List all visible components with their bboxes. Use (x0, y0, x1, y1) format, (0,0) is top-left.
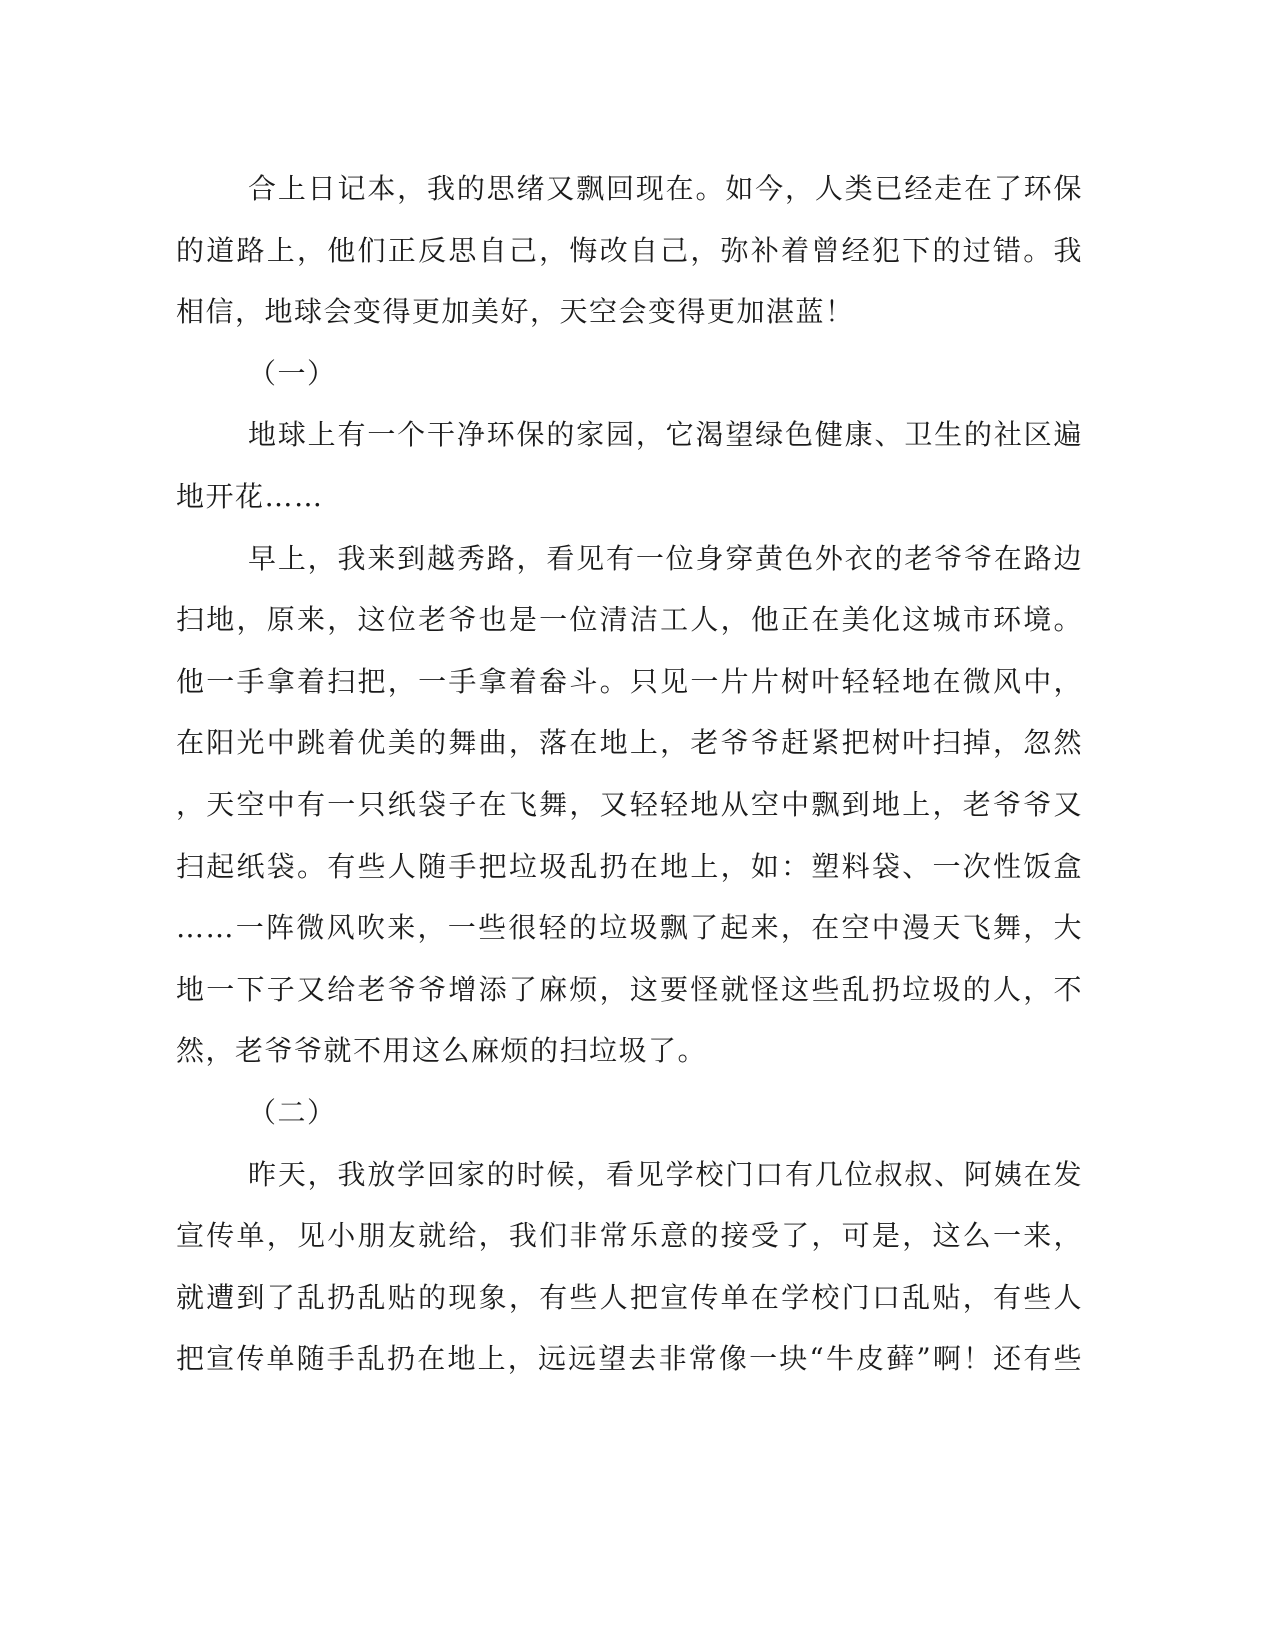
text-line: 他一手拿着扫把，一手拿着畚斗。只见一片片树叶轻轻地在微风中， (176, 664, 1083, 698)
document-text-body (176, 158, 1083, 1390)
text-line: 就遭到了乱扔乱贴的现象，有些人把宣传单在学校门口乱贴，有些人 (176, 1280, 1083, 1314)
text-line: 昨天，我放学回家的时候，看见学校门口有几位叔叔、阿姨在发 (248, 1157, 1083, 1191)
text-line: 然，老爷爷就不用这么麻烦的扫垃圾了。 (176, 1034, 708, 1068)
text-line: 宣传单，见小朋友就给，我们非常乐意的接受了，可是，这么一来， (176, 1219, 1083, 1253)
section-heading-two: （二） (248, 1095, 337, 1129)
text-line: 早上，我来到越秀路，看见有一位身穿黄色外衣的老爷爷在路边 (248, 541, 1083, 575)
text-line: 地球上有一个干净环保的家园，它渴望绿色健康、卫生的社区遍 (248, 418, 1083, 452)
text-line: 在阳光中跳着优美的舞曲，落在地上，老爷爷赶紧把树叶扫掉，忽然 (176, 726, 1083, 760)
section-heading-one: （一） (248, 356, 337, 390)
text-line: 地一下子又给老爷爷增添了麻烦，这要怪就怪这些乱扔垃圾的人，不 (176, 972, 1083, 1006)
text-line: ……一阵微风吹来，一些很轻的垃圾飘了起来，在空中漫天飞舞，大 (176, 911, 1083, 945)
text-line: 合上日记本，我的思绪又飘回现在。如今，人类已经走在了环保 (248, 172, 1083, 205)
text-line: 扫起纸袋。有些人随手把垃圾乱扔在地上，如：塑料袋、一次性饭盒 (176, 849, 1083, 883)
text-line: 的道路上，他们正反思自己，悔改自己，弥补着曾经犯下的过错。我 (176, 233, 1083, 267)
text-line: 地开花…… (176, 479, 324, 513)
text-line: 扫地，原来，这位老爷也是一位清洁工人，他正在美化这城市环境。 (176, 603, 1083, 637)
text-line: 相信，地球会变得更加美好，天空会变得更加湛蓝！ (176, 295, 855, 329)
text-line: 把宣传单随手乱扔在地上，远远望去非常像一块“牛皮藓”啊！还有些 (176, 1342, 1083, 1376)
text-line: ，天空中有一只纸袋子在飞舞，又轻轻地从空中飘到地上，老爷爷又 (176, 787, 1083, 821)
